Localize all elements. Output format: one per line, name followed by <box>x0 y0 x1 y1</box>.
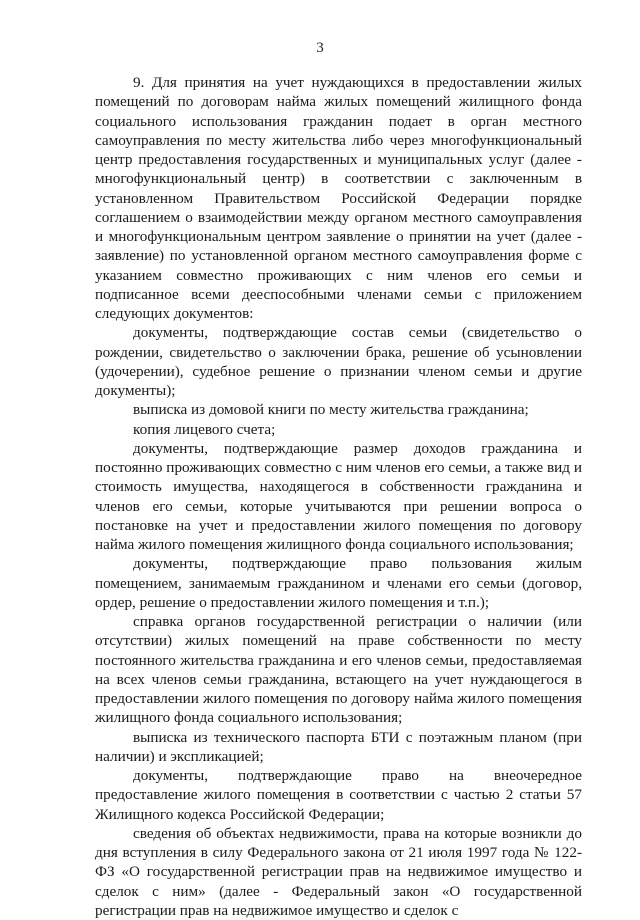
paragraph-house-book-extract: выписка из домовой книги по месту жительства гражданина; <box>133 401 529 419</box>
paragraph-registration-certificate: справка органов государственной регистрации о наличии (или отсутствии) жилых помещений на праве собственности по месту постоянного жительства гражданина и его членов семьи, предоставляемая на всех членов семьи гражданина, встающего на учет нуждающегося в предоставлении жилого помещения по договору найма жилого помещения жилищного фонда социального использования; <box>95 613 582 727</box>
paragraph-bti-passport-extract: выписка из технического паспорта БТИ с поэтажным планом (при наличии) и экспликацией; <box>95 728 582 765</box>
paragraph-personal-account-copy: копия лицевого счета; <box>133 420 276 438</box>
paragraph-right-of-use-documents: документы, подтверждающие право пользования жилым помещением, занимаемым гражданином и членами его семьи (договор, ордер, решение о предоставлении жилого помещения и т.п.); <box>95 555 582 611</box>
paragraph-income-documents: документы, подтверждающие размер доходов гражданина и постоянно проживающих совместно с ним членов его семьи, а также вид и стоимость имущества, находящегося в собственности гражданина и членов его семьи, которые учитываются при решении вопроса о постановке на учет и предоставлении жилого помещения по договору найма жилого помещения жилищного фонда социального использования; <box>95 439 582 553</box>
paragraph-item-9: 9. Для принятия на учет нуждающихся в предоставлении жилых помещений по договорам найма жилых помещений жилищного фонда социального использования гражданин подает в орган местного самоуправления по месту жительства либо через многофункциональный центр предоставления государственных и муниципальных услуг (далее - многофункциональный центр) в соответствии с заключенным в установленном Правительством Российской Федерации порядке соглашением о взаимодействии между органом местного самоуправления и многофункциональным центром заявление о принятии на учет (далее - заявление) по установленной органом местного самоуправления форме с указанием совместно проживающих с ним членов его семьи и подписанное всеми дееспособными членами семьи с приложением следующих документов: <box>95 74 582 322</box>
paragraph-real-estate-info: сведения об объектах недвижимости, права на которые возникли до дня вступления в силу Федерального закона от 21 июля 1997 года № 122-ФЗ «О государственной регистрации прав на недвижимое имущество и сделок с ним» (далее - Федеральный закон «О государственной регистрации прав на недвижимое имущество и сделок с <box>95 824 582 919</box>
document-body <box>95 73 582 920</box>
paragraph-extraordinary-right-documents: документы, подтверждающие право на внеочередное предоставление жилого помещения в соответствии с частью 2 статьи 57 Жилищного кодекса Российской Федерации; <box>95 767 582 823</box>
paragraph-family-documents: документы, подтверждающие состав семьи (свидетельство о рождении, свидетельство о заключении брака, решение об усыновлении (удочерении), судебное решение о признании членом семьи и другие документы); <box>95 324 582 399</box>
page-number: 3 <box>316 40 324 56</box>
